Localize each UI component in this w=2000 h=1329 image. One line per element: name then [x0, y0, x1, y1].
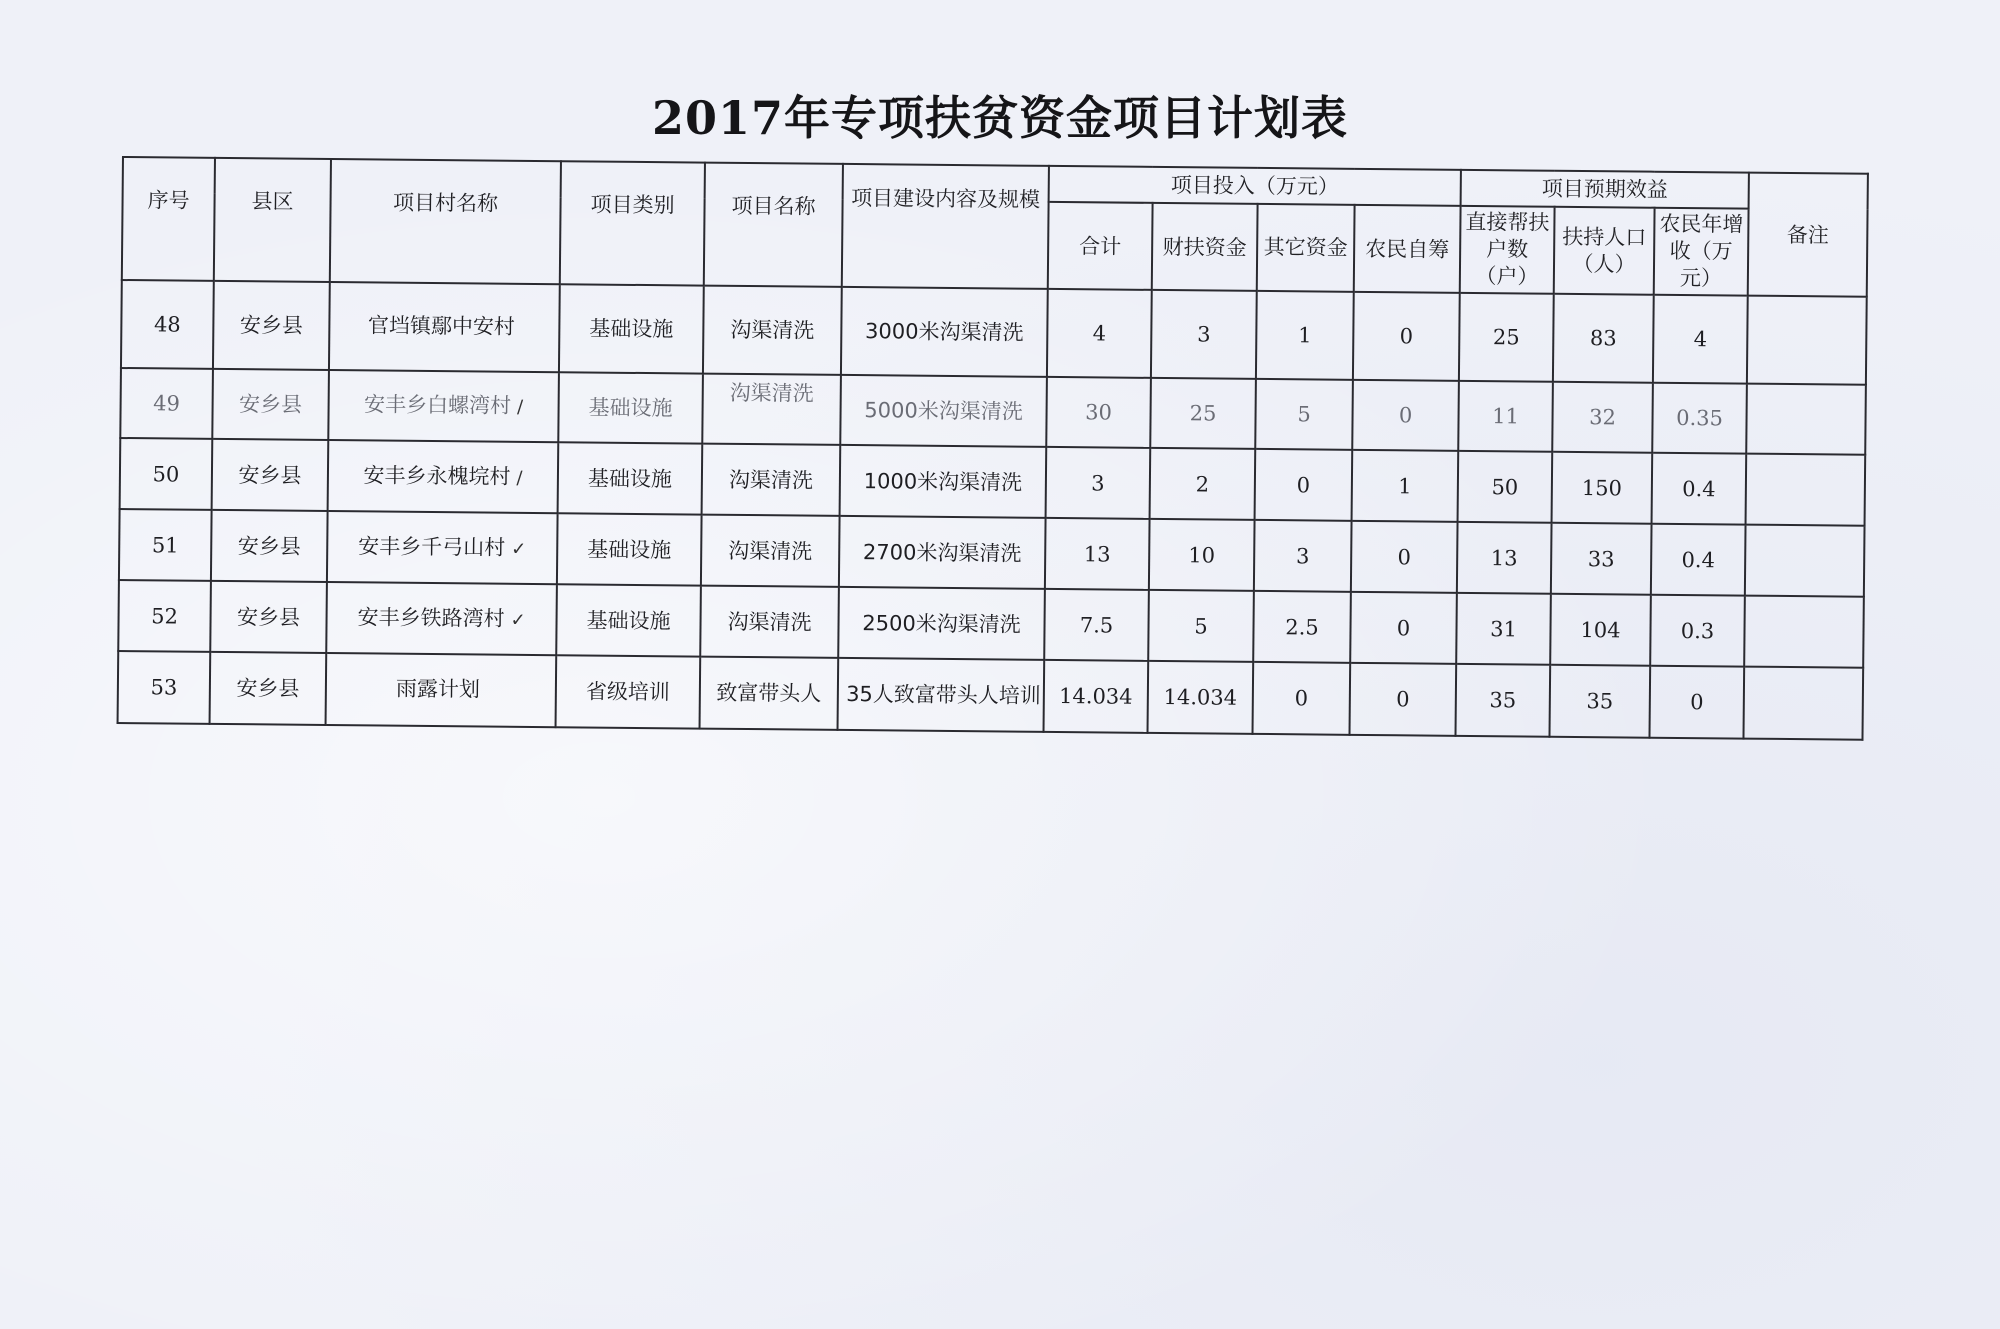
cell-income: 0.3 — [1650, 595, 1745, 667]
cell-category: 基础设施 — [558, 372, 703, 443]
header-population: 扶持人口（人） — [1554, 207, 1655, 295]
cell-other-fund: 1 — [1256, 291, 1354, 380]
cell-households: 11 — [1458, 381, 1553, 452]
header-other-fund: 其它资金 — [1257, 204, 1355, 292]
header-farmer-raised: 农民自筹 — [1354, 205, 1461, 293]
cell-content: 2500米沟渠清洗 — [838, 587, 1045, 660]
cell-population: 35 — [1549, 665, 1650, 738]
cell-other-fund: 0 — [1253, 662, 1351, 735]
cell-seq: 51 — [119, 509, 212, 581]
cell-population: 104 — [1550, 594, 1651, 666]
cell-seq: 49 — [120, 368, 213, 439]
header-project: 项目名称 — [704, 163, 843, 287]
cell-village: 官垱镇鄢中安村 — [329, 282, 560, 372]
header-households: 直接帮扶户数（户） — [1460, 206, 1555, 294]
cell-county: 安乡县 — [210, 652, 327, 725]
cell-village: 安丰乡白螺湾村 / — [328, 370, 559, 442]
cell-seq: 48 — [121, 280, 214, 369]
header-seq: 序号 — [122, 157, 215, 281]
cell-county: 安乡县 — [212, 439, 329, 511]
cell-project: 沟渠清洗 — [703, 286, 842, 375]
cell-village: 安丰乡永槐垸村 / — [328, 440, 559, 513]
cell-seq: 52 — [118, 580, 211, 652]
cell-population: 33 — [1551, 523, 1652, 595]
cell-seq: 53 — [118, 651, 211, 724]
header-investment-group: 项目投入（万元） — [1049, 166, 1461, 206]
cell-village: 安丰乡千弓山村 ✓ — [327, 511, 558, 584]
cell-village: 雨露计划 — [326, 653, 557, 727]
cell-farmer-raised: 1 — [1352, 450, 1459, 522]
cell-poverty-fund: 5 — [1148, 590, 1254, 662]
cell-category: 基础设施 — [558, 442, 703, 514]
cell-population: 32 — [1552, 382, 1653, 453]
cell-project: 沟渠清洗 — [702, 374, 841, 445]
cell-content: 2700米沟渠清洗 — [839, 516, 1046, 589]
cell-category: 省级培训 — [556, 655, 701, 728]
check-mark: / — [516, 396, 524, 418]
cell-poverty-fund: 10 — [1149, 519, 1255, 591]
table-row — [121, 280, 1867, 385]
cell-households: 31 — [1456, 593, 1551, 665]
cell-farmer-raised: 0 — [1352, 380, 1459, 451]
header-content: 项目建设内容及规模 — [842, 164, 1049, 289]
cell-content: 1000米沟渠清洗 — [840, 445, 1047, 518]
cell-total: 13 — [1045, 518, 1150, 590]
cell-content: 3000米沟渠清洗 — [841, 287, 1048, 377]
cell-farmer-raised: 0 — [1350, 592, 1457, 664]
cell-county: 安乡县 — [213, 281, 330, 370]
cell-households: 50 — [1458, 451, 1553, 523]
table-row — [118, 651, 1864, 740]
cell-remarks — [1745, 525, 1865, 597]
cell-farmer-raised: 0 — [1351, 521, 1458, 593]
cell-households: 25 — [1459, 293, 1554, 382]
header-total: 合计 — [1048, 202, 1153, 290]
cell-other-fund: 5 — [1255, 379, 1353, 450]
cell-other-fund: 3 — [1254, 520, 1352, 592]
cell-remarks — [1744, 667, 1864, 740]
cell-total: 14.034 — [1044, 660, 1149, 733]
header-income: 农民年增收（万元） — [1654, 208, 1749, 296]
header-village: 项目村名称 — [330, 159, 561, 284]
cell-content: 5000米沟渠清洗 — [840, 375, 1047, 447]
cell-village: 安丰乡铁路湾村 ✓ — [326, 582, 557, 655]
cell-county: 安乡县 — [211, 510, 328, 582]
cell-population: 150 — [1552, 452, 1653, 524]
cell-remarks — [1744, 596, 1864, 668]
cell-income: 0 — [1649, 666, 1744, 739]
check-mark: ✓ — [511, 538, 527, 560]
cell-households: 13 — [1457, 522, 1552, 594]
cell-poverty-fund: 3 — [1151, 290, 1257, 379]
cell-project: 沟渠清洗 — [702, 444, 841, 516]
cell-other-fund: 0 — [1255, 449, 1353, 521]
cell-category: 基础设施 — [559, 284, 704, 373]
project-plan-table — [117, 156, 1869, 741]
cell-county: 安乡县 — [212, 369, 329, 440]
cell-total: 4 — [1047, 289, 1152, 378]
cell-remarks — [1746, 384, 1866, 455]
cell-category: 基础设施 — [556, 584, 701, 656]
header-county: 县区 — [214, 158, 331, 282]
document-title: 2017年专项扶贫资金项目计划表 — [651, 91, 1349, 145]
cell-other-fund: 2.5 — [1253, 591, 1351, 663]
cell-poverty-fund: 2 — [1150, 448, 1256, 520]
cell-income: 4 — [1653, 295, 1748, 384]
cell-farmer-raised: 0 — [1350, 663, 1457, 736]
cell-seq: 50 — [120, 438, 213, 510]
cell-poverty-fund: 14.034 — [1148, 661, 1254, 734]
header-benefit-group: 项目预期效益 — [1461, 170, 1749, 209]
cell-remarks — [1747, 296, 1867, 385]
cell-project: 沟渠清洗 — [700, 586, 839, 658]
cell-income: 0.35 — [1652, 383, 1747, 454]
cell-income: 0.4 — [1651, 524, 1746, 596]
cell-poverty-fund: 25 — [1150, 378, 1256, 449]
header-poverty-fund: 财扶资金 — [1152, 203, 1258, 291]
cell-content: 35人致富带头人培训 — [838, 658, 1045, 732]
cell-category: 基础设施 — [557, 513, 702, 585]
cell-project: 致富带头人 — [700, 657, 839, 730]
cell-remarks — [1746, 454, 1866, 526]
cell-total: 7.5 — [1044, 589, 1149, 661]
cell-households: 35 — [1455, 664, 1550, 737]
cell-farmer-raised: 0 — [1353, 292, 1460, 381]
check-mark: / — [516, 467, 523, 489]
cell-county: 安乡县 — [210, 581, 327, 653]
cell-total: 3 — [1046, 447, 1151, 519]
header-remarks: 备注 — [1748, 173, 1868, 297]
cell-population: 83 — [1553, 294, 1654, 383]
cell-project: 沟渠清洗 — [701, 515, 840, 587]
cell-income: 0.4 — [1652, 453, 1747, 525]
check-mark: ✓ — [510, 609, 526, 631]
cell-total: 30 — [1046, 377, 1151, 448]
header-category: 项目类别 — [560, 161, 705, 285]
